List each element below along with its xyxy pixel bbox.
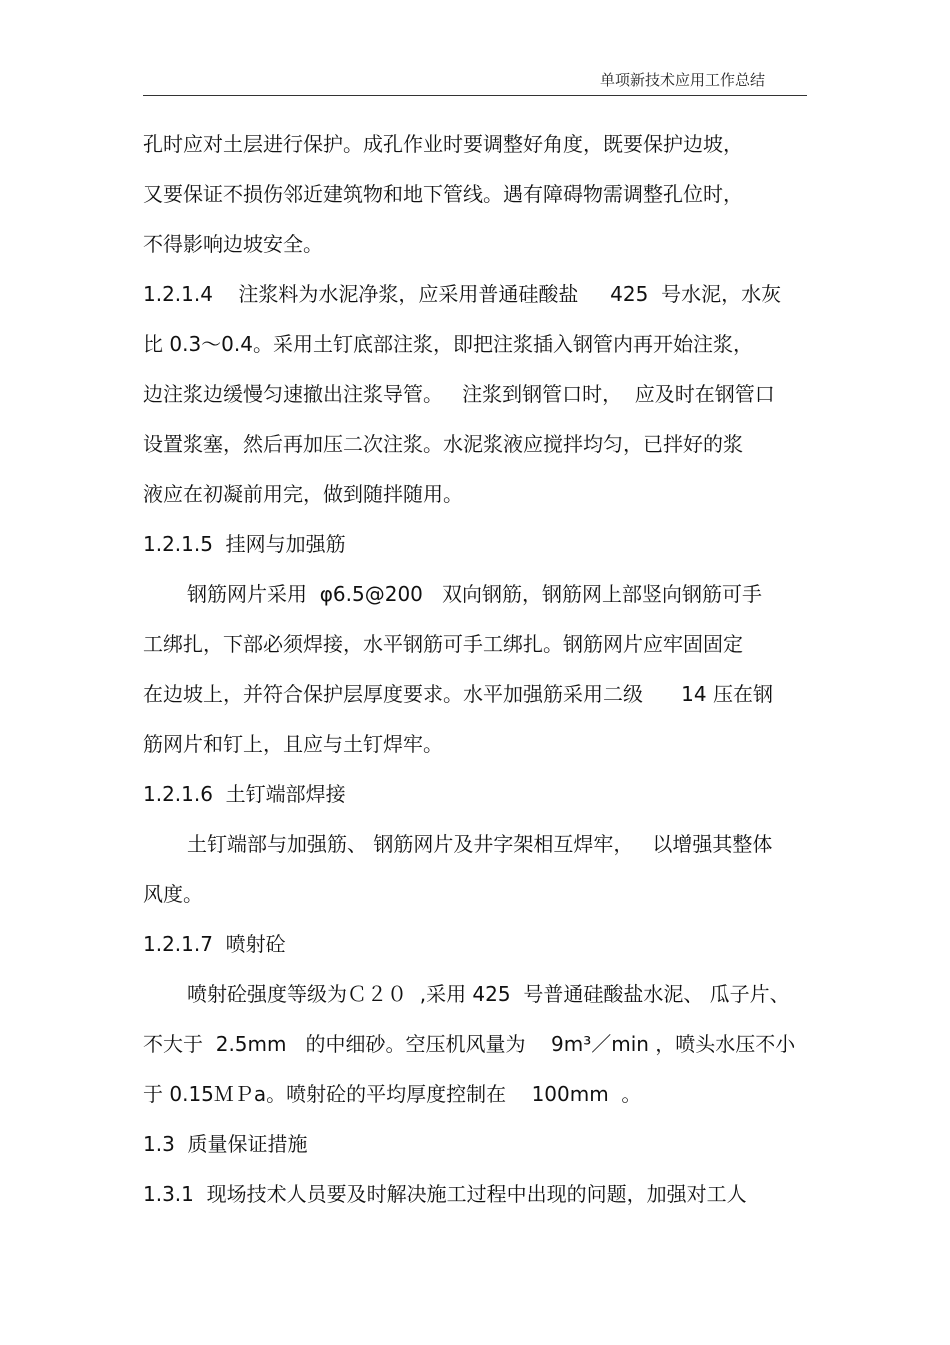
body-line: 在边坡上，并符合保护层厚度要求。水平加强筋采用二级 14 压在钢 [143,682,773,706]
body-line: 喷射砼强度等级为Ｃ２０ ,采用 425 号普通硅酸盐水泥、 瓜子片、 [187,982,790,1006]
body-line: 孔时应对土层进行保护。成孔作业时要调整好角度，既要保护边坡， [143,132,743,156]
header-divider [143,95,807,96]
body-line: 边注浆边缓慢匀速撤出注浆导管。 注浆到钢管口时， 应及时在钢管口 [143,382,775,406]
body-line: 工绑扎，下部必须焊接，水平钢筋可手工绑扎。钢筋网片应牢固固定 [143,632,743,656]
body-line: 筋网片和钉上，且应与土钉焊牢。 [143,732,443,756]
running-header: 单项新技术应用工作总结 [600,71,766,89]
body-line: 风度。 [143,882,203,906]
body-line: 土钉端部与加强筋、 钢筋网片及井字架相互焊牢， 以增强其整体 [187,832,773,856]
body-line: 不得影响边坡安全。 [143,232,323,256]
body-line: 不大于 2.5mm 的中细砂。空压机风量为 9m³／min ，喷头水压不小 [143,1032,796,1056]
body-line: 比 0.3～0.4。采用土钉底部注浆，即把注浆插入钢管内再开始注浆， [143,332,753,356]
body-line: 又要保证不损伤邻近建筑物和地下管线。遇有障碍物需调整孔位时， [143,182,743,206]
section-heading-1-3: 1.3 质量保证措施 [143,1132,308,1156]
section-heading-1-2-1-4: 1.2.1.4 注浆料为水泥净浆，应采用普通硅酸盐 425 号水泥，水灰 [143,282,782,306]
body-line: 液应在初凝前用完，做到随拌随用。 [143,482,463,506]
body-line: 于 0.15ＭＰa。喷射砼的平均厚度控制在 100mm 。 [143,1082,642,1106]
body-line: 钢筋网片采用 φ6.5@200 双向钢筋，钢筋网上部竖向钢筋可手 [187,582,762,606]
section-heading-1-2-1-7: 1.2.1.7 喷射砼 [143,932,286,956]
section-heading-1-2-1-5: 1.2.1.5 挂网与加强筋 [143,532,346,556]
section-heading-1-2-1-6: 1.2.1.6 土钉端部焊接 [143,782,346,806]
body-line: 设置浆塞，然后再加压二次注浆。水泥浆液应搅拌均匀，已拌好的浆 [143,432,743,456]
body-line: 1.3.1 现场技术人员要及时解决施工过程中出现的问题，加强对工人 [143,1182,747,1206]
